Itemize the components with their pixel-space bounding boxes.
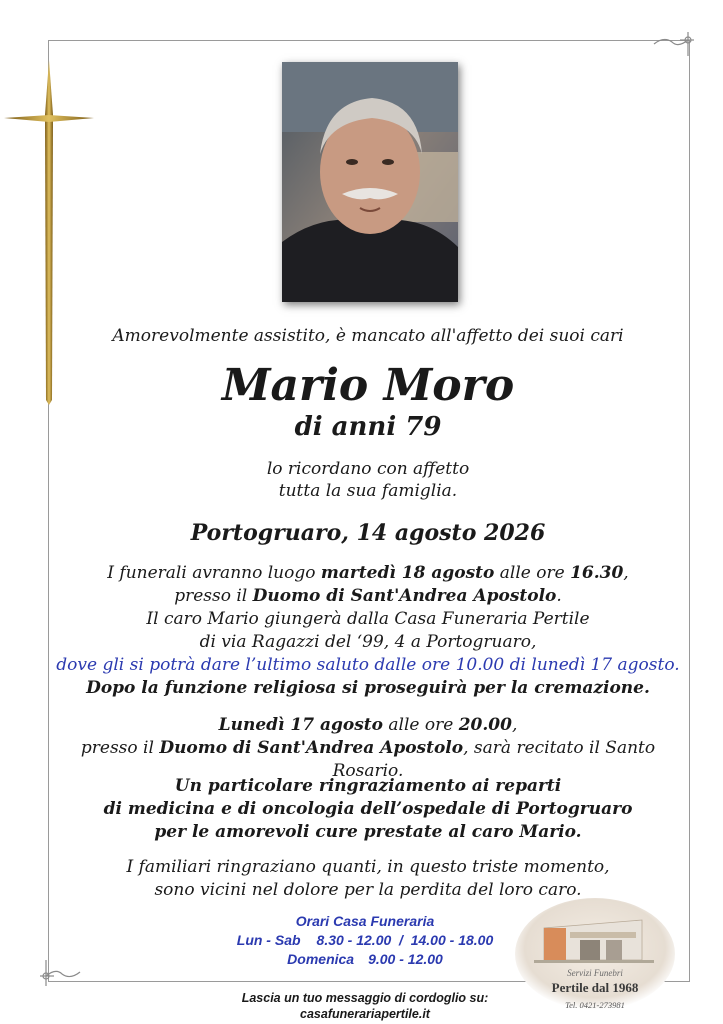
cremation-line: Dopo la funzione religiosa si proseguirà per la cremazione.	[86, 678, 650, 698]
corner-ornament-bottom-left	[38, 958, 84, 988]
funeral-line: presso il Duomo di Sant'Andrea Apostolo.	[174, 586, 562, 606]
family-thanks	[48, 856, 688, 902]
condolence-link[interactable]: casafunerariapertile.it	[300, 1007, 430, 1021]
place-date: Portogruaro, 14 agosto 2026	[190, 520, 546, 546]
hours-sunday: Domenica 9.00 - 12.00	[287, 951, 443, 967]
rosary-line: presso il Duomo di Sant'Andrea Apostolo, sarà recitato il Santo Rosario.	[80, 738, 656, 781]
intro-text: Amorevolmente assistito, è mancato all'affetto dei suoi cari	[112, 326, 624, 346]
condolence-message	[200, 990, 530, 1022]
condolence-line: Lascia un tuo messaggio di cordoglio su:	[241, 991, 489, 1005]
remembrance-text	[48, 458, 688, 502]
visitation-line: dove gli si potrà dare l’ultimo saluto dalle ore 10.00 di lunedì 17 agosto.	[56, 655, 680, 675]
deceased-age: di anni 79	[294, 412, 442, 442]
deceased-portrait	[282, 62, 458, 302]
hours-title: Orari Casa Funeraria	[295, 913, 435, 929]
deceased-name: Mario Moro	[221, 360, 515, 411]
family-line: sono vicini nel dolore per la perdita del loro caro.	[154, 880, 582, 900]
funeral-line: Il caro Mario giungerà dalla Casa Funeraria Pertile	[146, 609, 590, 629]
logo-name: Pertile dal 1968	[551, 980, 639, 995]
thanks-line: di medicina e di oncologia dell’ospedale di Portogruaro	[103, 799, 633, 819]
thanks-line: per le amorevoli cure prestate al caro Mario.	[154, 822, 582, 842]
corner-ornament-top-right	[650, 28, 696, 58]
hours-weekday: Lun - Sab 8.30 - 12.00 / 14.00 - 18.00	[236, 932, 494, 948]
thanks-text	[48, 775, 688, 844]
remembrance-line: tutta la sua famiglia.	[278, 481, 458, 501]
funeral-line: I funerali avranno luogo martedì 18 agosto alle ore 16.30,	[107, 563, 629, 583]
thanks-line: Un particolare ringraziamento ai reparti	[174, 776, 562, 796]
funeral-line: di via Ragazzi del ‘99, 4 a Portogruaro,	[199, 632, 537, 652]
rosary-details	[48, 714, 688, 783]
remembrance-line: lo ricordano con affetto	[266, 459, 470, 479]
funeral-home-hours	[200, 912, 530, 969]
logo-subtitle: Servizi Funebri	[567, 968, 623, 978]
funeral-details	[48, 562, 688, 700]
logo-phone: Tel. 0421-273981	[565, 1000, 625, 1010]
family-line: I familiari ringraziano quanti, in questo triste momento,	[126, 857, 610, 877]
cross-icon	[4, 60, 94, 405]
rosary-line: Lunedì 17 agosto alle ore 20.00,	[218, 715, 518, 735]
funeral-home-logo	[514, 898, 676, 1016]
